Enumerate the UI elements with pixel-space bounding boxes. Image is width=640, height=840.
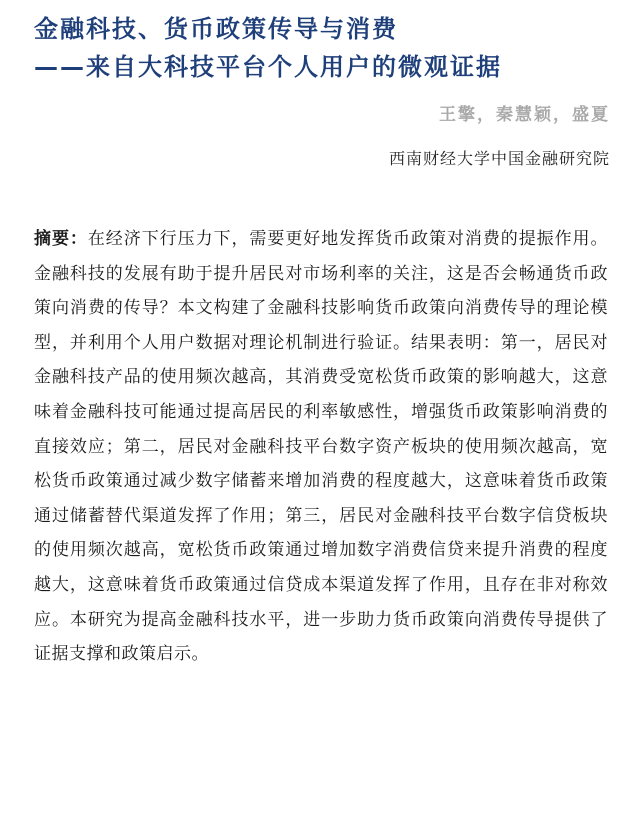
abstract-paragraph	[34, 222, 608, 672]
title-line-subtitle: ——来自大科技平台个人用户的微观证据	[34, 53, 502, 81]
author-affiliation: 西南财经大学中国金融研究院	[388, 149, 610, 168]
abstract-label: 摘要：	[34, 229, 88, 249]
author-list: 王擎，秦慧颖，盛夏	[439, 105, 610, 125]
paper-title	[34, 10, 614, 86]
title-line-main: 金融科技、货币政策传导与消费	[34, 15, 398, 43]
abstract-body: 在经济下行压力下，需要更好地发挥货币政策对消费的提振作用。金融科技的发展有助于提升居民对市场利率的关注，这是否会畅通货币政策向消费的传导？本文构建了金融科技影响货币政策向消费传导的理论模型，并利用个人用户数据对理论机制进行验证。结果表明：第一，居民对金融科技产品的使用频次越高，其消费受宽松货币政策的影响越大，这意味着金融科技可能通过提高居民的利率敏感性，增强货币政策影响消费的直接效应；第二，居民对金融科技平台数字资产板块的使用频次越高，宽松货币政策通过减少数字储蓄来增加消费的程度越大，这意味着货币政策通过储蓄替代渠道发挥了作用；第三，居民对金融科技平台数字信贷板块的使用频次越高，宽松货币政策通过增加数字消费信贷来提升消费的程度越大，这意味着货币政策通过信贷成本渠道发挥了作用，且存在非对称效应。本研究为提高金融科技水平，进一步助力货币政策向消费传导提供了证据支撑和政策启示。	[34, 229, 609, 665]
